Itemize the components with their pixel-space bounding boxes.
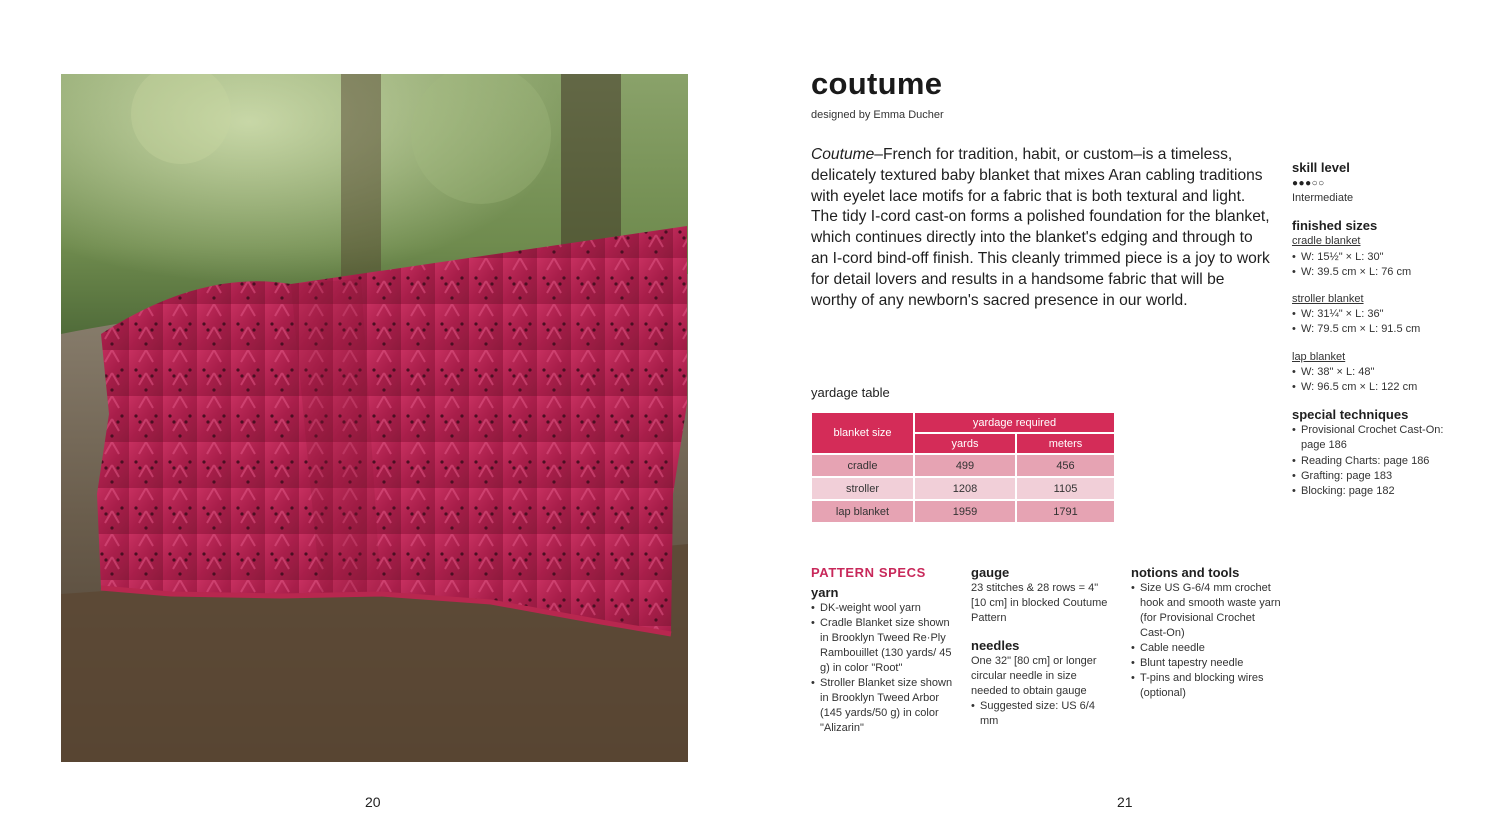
size-measure: • W: 15½" × L: 30": [1292, 250, 1467, 265]
notions-heading: notions and tools: [1131, 565, 1240, 580]
yardage-table-title: yardage table: [811, 385, 890, 400]
size-measure: • W: 96.5 cm × L: 122 cm: [1292, 380, 1467, 395]
notion-item: • Blunt tapestry needle: [1131, 656, 1281, 671]
pattern-title: coutume: [811, 66, 943, 101]
specs-yarn-column: [811, 565, 961, 736]
notion-item: • T-pins and blocking wires (optional): [1131, 671, 1281, 701]
cell-yards: 499: [915, 455, 1015, 476]
size-measure: • W: 39.5 cm × L: 76 cm: [1292, 265, 1467, 280]
yarn-item: • DK-weight wool yarn: [811, 601, 961, 616]
technique-item: • Reading Charts: page 186: [1292, 454, 1467, 469]
col-header-yards: yards: [915, 434, 1015, 453]
yardage-table: [810, 411, 1116, 524]
size-name-cradle: cradle blanket: [1292, 235, 1361, 248]
intro-italic: Coutume: [811, 146, 875, 163]
page-number-right: 21: [1117, 794, 1133, 810]
size-name-lap: lap blanket: [1292, 350, 1346, 363]
skill-level-value: Intermediate: [1292, 192, 1354, 205]
pattern-specs-heading: PATTERN SPECS: [811, 565, 926, 580]
col-header-required: yardage required: [915, 413, 1114, 432]
skill-level-heading: skill level: [1292, 160, 1350, 175]
specs-notions-column: [1131, 565, 1281, 701]
table-row: [812, 501, 1114, 522]
cell-meters: 1105: [1017, 478, 1114, 499]
size-measure: • W: 31¼" × L: 36": [1292, 307, 1467, 322]
finished-sizes-heading: finished sizes: [1292, 218, 1378, 234]
blanket-photo: [61, 74, 688, 762]
pattern-sidebar: [1292, 160, 1467, 499]
yarn-heading: yarn: [811, 585, 839, 600]
notion-item: • Size US G-6/4 mm crochet hook and smooth waste yarn (for Provisional Crochet Cast-On): [1131, 581, 1281, 641]
yarn-item: • Stroller Blanket size shown in Brooklyn Tweed Arbor (145 yards/50 g) in color "Alizarin": [811, 676, 961, 736]
size-measure: • W: 79.5 cm × L: 91.5 cm: [1292, 322, 1467, 337]
intro-text: –French for tradition, habit, or custom–is a timeless, delicately textured baby blanket that mixes Aran cabling traditions with eyelet lace motifs for a fabric that is both textural and light. The tidy I-cord cast-on forms a polished foundation for the blanket, which continues directly into the blanket's edging and through to an I-cord bind-off finish. This cleanly trimmed piece is a joy to work for detail lovers and results in a handsome fabric that will be worthy of any newborn's sacred presence in our world.: [811, 146, 1270, 309]
needles-item: • Suggested size: US 6/4 mm: [971, 699, 1111, 729]
cell-meters: 1791: [1017, 501, 1114, 522]
needles-heading: needles: [971, 638, 1020, 653]
col-header-size: blanket size: [812, 413, 913, 453]
table-row: [812, 455, 1114, 476]
size-measure: • W: 38" × L: 48": [1292, 365, 1467, 380]
cell-size: cradle: [812, 455, 913, 476]
designer-credit: designed by Emma Ducher: [811, 109, 944, 121]
skill-dots-icon: ●●●○○: [1292, 178, 1325, 189]
technique-item: • Grafting: page 183: [1292, 469, 1467, 484]
gauge-text: 23 stitches & 28 rows = 4" [10 cm] in blocked Coutume Pattern: [971, 582, 1108, 624]
size-name-stroller: stroller blanket: [1292, 293, 1364, 306]
cell-yards: 1208: [915, 478, 1015, 499]
notion-item: • Cable needle: [1131, 641, 1281, 656]
blanket-photo-illustration: [61, 74, 688, 762]
technique-item: • Blocking: page 182: [1292, 484, 1467, 499]
page-number-left: 20: [365, 794, 381, 810]
cell-size: stroller: [812, 478, 913, 499]
specs-gauge-column: [971, 565, 1111, 729]
gauge-heading: gauge: [971, 565, 1010, 580]
yarn-item: • Cradle Blanket size shown in Brooklyn Tweed Re·Ply Rambouillet (130 yards/ 45 g) in color "Root": [811, 616, 961, 676]
table-row: [812, 478, 1114, 499]
cell-size: lap blanket: [812, 501, 913, 522]
col-header-meters: meters: [1017, 434, 1114, 453]
technique-item: • Provisional Crochet Cast-On: page 186: [1292, 423, 1467, 453]
needles-text: One 32" [80 cm] or longer circular needle in size needed to obtain gauge: [971, 655, 1097, 697]
special-techniques-heading: special techniques: [1292, 407, 1409, 423]
intro-paragraph: [811, 145, 1271, 311]
cell-meters: 456: [1017, 455, 1114, 476]
cell-yards: 1959: [915, 501, 1015, 522]
